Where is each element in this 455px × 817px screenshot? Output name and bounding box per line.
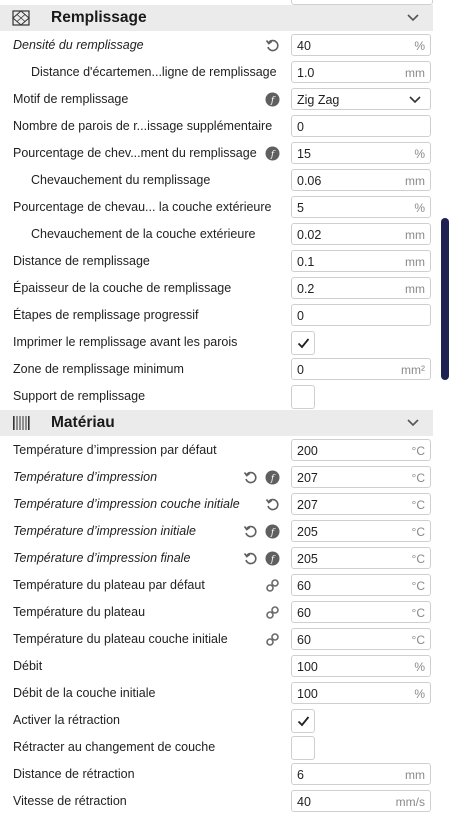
print-temp-input[interactable]: 207 °C [291,466,431,488]
material-section-header[interactable] [0,410,433,436]
skin-overlap-input[interactable]: 0.02 mm [291,223,431,245]
setting-initial-print-temp [0,518,440,545]
overlap-pct-input[interactable]: 15 % [291,142,431,164]
setting-min-area [0,356,440,383]
setting-label: Température d’impression initiale [13,524,196,538]
material-spool-icon [12,415,30,431]
setting-print-temp [0,464,440,491]
setting-skin-overlap-pct [0,194,440,221]
svg-text:f: f [270,96,275,106]
setting-default-print-temp [0,437,440,464]
skin-overlap-pct-input[interactable]: 5 % [291,196,431,218]
link-icon[interactable] [265,632,280,647]
function-icon[interactable] [265,92,280,107]
setting-flow [0,653,440,680]
setting-label: Débit de la couche initiale [13,686,156,700]
section-title: Matériau [51,414,115,431]
setting-label: Température du plateau couche initiale [13,632,228,646]
infill-pattern-select[interactable]: Zig Zag [291,88,431,110]
setting-infill-density [0,32,440,59]
setting-final-print-temp [0,545,440,572]
setting-retract-layer-change [0,734,440,761]
setting-label: Pourcentage de chevau... la couche extérieure [13,200,272,214]
setting-label: Étapes de remplissage progressif [13,308,199,322]
line-distance-input[interactable]: 1.0 mm [291,61,431,83]
setting-overlap-pct [0,140,440,167]
function-icon[interactable] [265,146,280,161]
link-icon[interactable] [265,605,280,620]
setting-label: Chevauchement de la couche extérieure [31,227,256,241]
gradual-steps-input[interactable]: 0 [291,304,431,326]
function-icon[interactable] [265,551,280,566]
setting-label: Chevauchement du remplissage [31,173,211,187]
setting-print-temp-initial-layer [0,491,440,518]
setting-label: Support de remplissage [13,389,146,403]
reset-icon[interactable] [243,524,258,539]
setting-label: Température d’impression [13,470,158,484]
layer-thickness-input[interactable]: 0.2 mm [291,277,431,299]
setting-label: Rétracter au changement de couche [13,740,216,754]
setting-label: Débit [13,659,43,673]
setting-bed-temp [0,599,440,626]
setting-label: Motif de remplissage [13,92,129,106]
svg-text:f: f [270,528,275,538]
setting-wipe-distance [0,248,440,275]
bed-temp-initial-input[interactable]: 60 °C [291,628,431,650]
infill-support-checkbox[interactable] [291,385,315,409]
setting-label: Distance d'écartemen...ligne de remplissage [31,65,277,79]
setting-line-distance [0,59,440,86]
retraction-distance-input[interactable]: 6 mm [291,763,431,785]
setting-infill-before-walls [0,329,440,356]
setting-layer-thickness [0,275,440,302]
chevron-down-icon [408,95,422,105]
chevron-down-icon[interactable] [405,12,421,24]
svg-text:f: f [270,555,275,565]
scrollbar-thumb[interactable] [441,218,449,380]
print-temp-initial-layer-input[interactable]: 207 °C [291,493,431,515]
reset-icon[interactable] [265,38,280,53]
extra-walls-input[interactable]: 0 [291,115,431,137]
retraction-enable-checkbox[interactable] [291,709,315,733]
setting-skin-overlap [0,221,440,248]
checkmark-icon [297,337,310,349]
setting-label: Température du plateau par défaut [13,578,205,592]
svg-text:f: f [270,150,275,160]
setting-overlap [0,167,440,194]
infill-before-walls-checkbox[interactable] [291,331,315,355]
setting-label: Activer la rétraction [13,713,120,727]
chevron-down-icon[interactable] [405,417,421,429]
function-icon[interactable] [265,524,280,539]
setting-bed-temp-initial [0,626,440,653]
infill-section-header[interactable] [0,5,433,31]
wipe-distance-input[interactable]: 0.1 mm [291,250,431,272]
setting-label: Nombre de parois de r...issage supplémentaire [13,119,273,133]
retract-layer-change-checkbox[interactable] [291,736,315,760]
setting-bed-temp-default [0,572,440,599]
setting-label: Épaisseur de la couche de remplissage [13,281,232,295]
setting-label: Température d’impression finale [13,551,191,565]
setting-infill-support [0,383,440,410]
section-title: Remplissage [51,9,147,26]
setting-label: Densité du remplissage [13,38,144,52]
flow-input[interactable]: 100 % [291,655,431,677]
setting-label: Vitesse de rétraction [13,794,127,808]
infill-grid-icon [12,10,30,26]
bed-temp-default-input[interactable]: 60 °C [291,574,431,596]
initial-print-temp-input[interactable]: 205 °C [291,520,431,542]
setting-retraction-distance [0,761,440,788]
checkmark-icon [297,715,310,727]
setting-label: Distance de rétraction [13,767,135,781]
setting-retraction-speed [0,788,440,815]
reset-icon[interactable] [243,470,258,485]
setting-extra-walls [0,113,440,140]
setting-label: Zone de remplissage minimum [13,362,184,376]
link-icon[interactable] [265,578,280,593]
reset-icon[interactable] [265,497,280,512]
function-icon[interactable] [265,470,280,485]
min-area-input[interactable]: 0 mm² [291,358,431,380]
setting-infill-pattern [0,86,440,113]
setting-flow-initial [0,680,440,707]
overlap-input[interactable]: 0.06 mm [291,169,431,191]
setting-retraction-enable [0,707,440,734]
default-print-temp-input[interactable]: 200 °C [291,439,431,461]
retraction-speed-input[interactable]: 40 mm/s [291,790,431,812]
infill-density-input[interactable]: 40 % [291,34,431,56]
setting-gradual-steps [0,302,440,329]
flow-initial-input[interactable]: 100 % [291,682,431,704]
setting-label: Température d’impression par défaut [13,443,217,457]
reset-icon[interactable] [243,551,258,566]
setting-label: Imprimer le remplissage avant les parois [13,335,238,349]
svg-text:f: f [270,474,275,484]
setting-label: Distance de remplissage [13,254,150,268]
setting-label: Température du plateau [13,605,146,619]
setting-label: Pourcentage de chev...ment du remplissage [13,146,257,160]
final-print-temp-input[interactable]: 205 °C [291,547,431,569]
bed-temp-input[interactable]: 60 °C [291,601,431,623]
setting-label: Température d’impression couche initiale [13,497,240,511]
